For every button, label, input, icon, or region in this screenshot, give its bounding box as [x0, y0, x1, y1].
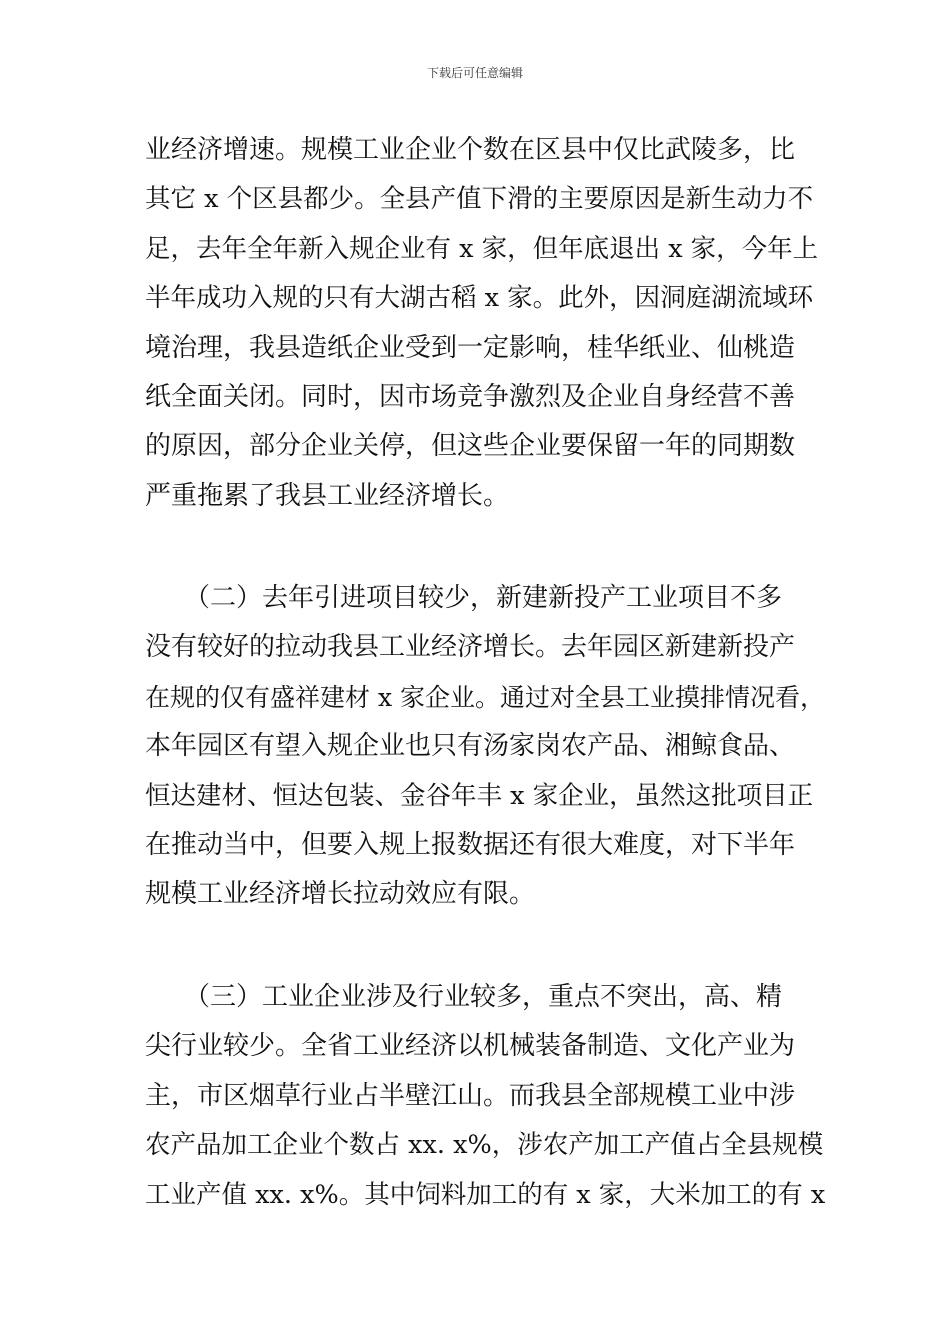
text-line: 境治理，我县造纸企业受到一定影响，桂华纸业、仙桃造 [145, 332, 796, 363]
text-line: 在推动当中，但要入规上报数据还有很大难度，对下半年 [145, 829, 796, 860]
text-line: 农产品加工企业个数占 xx. x%，涉农产加工产值占全县规模 [145, 1130, 824, 1161]
text-line: 半年成功入规的只有大湖古稻 x 家。此外，因洞庭湖流域环 [145, 283, 814, 314]
text-line: 规模工业经济增长拉动效应有限。 [145, 879, 536, 910]
text-line: 主，市区烟草行业占半壁江山。而我县全部规模工业中涉 [145, 1080, 796, 1111]
text-line: 本年园区有望入规企业也只有汤家岗农产品、湘鲸食品、 [145, 731, 796, 762]
text-line: 的原因，部分企业关停，但这些企业要保留一年的同期数 [145, 431, 796, 462]
text-line: 没有较好的拉动我县工业经济增长。去年园区新建新投产 [145, 632, 796, 663]
text-line: 尖行业较少。全省工业经济以机械装备制造、文化产业为 [145, 1031, 796, 1062]
text-line: 其它 x 个区县都少。全县产值下滑的主要原因是新生动力不 [145, 184, 814, 215]
text-line: 足，去年全年新入规企业有 x 家，但年底退出 x 家，今年上 [145, 233, 819, 264]
text-line: 业经济增速。规模工业企业个数在区县中仅比武陵多，比 [145, 135, 796, 165]
text-line: 工业产值 xx. x%。其中饲料加工的有 x 家，大米加工的有 x [145, 1179, 826, 1210]
text-line: 纸全面关闭。同时，因市场竞争激烈及企业自身经营不善 [145, 381, 796, 412]
paragraph-2 [145, 574, 825, 920]
paragraph-3 [145, 973, 825, 1220]
paragraph-1 [145, 126, 825, 521]
text-line: 严重拖累了我县工业经济增长。 [145, 480, 510, 511]
text-line: 在规的仅有盛祥建材 x 家企业。通过对全县工业摸排情况看， [145, 682, 825, 712]
page-header: 下载后可任意编辑 [426, 66, 523, 80]
text-line: （二）去年引进项目较少，新建新投产工业项目不多 [145, 583, 783, 613]
text-line: （三）工业企业涉及行业较多，重点不突出，高、精 [145, 982, 783, 1012]
text-line: 恒达建材、恒达包装、金谷年丰 x 家企业，虽然这批项目正 [145, 780, 814, 811]
